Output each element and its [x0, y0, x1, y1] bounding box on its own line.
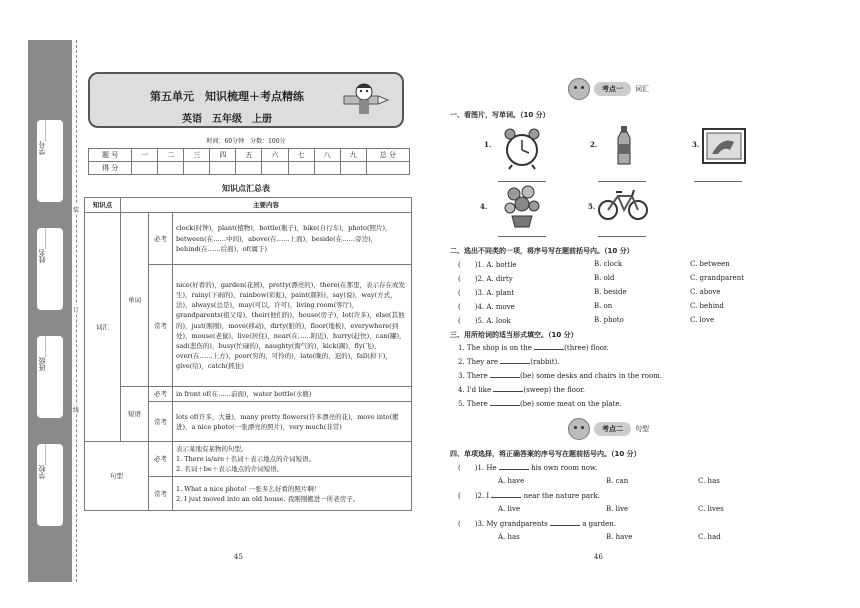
fill-blank[interactable]	[499, 469, 529, 470]
phrase-label: 短语	[121, 387, 149, 442]
class-field[interactable]: 班级______	[37, 336, 63, 418]
sentence-must-line: 表示某地有某物的句型。	[176, 445, 248, 454]
school-field[interactable]: 学校______	[37, 444, 63, 526]
words-common: nice(好看的)，garden(花园)，pretty(漂亮的)，there(在那里，表示存在或发生)，rainy(下雨的)，rainbow(彩虹)，paint(颜料)，say(说)，way(方式，法)，always(总是)，may(可以，许可)，living room(客厅)，grandparents(祖父母)，their(他们的)，house(房子)，lot(许多)，else(其他的)，just(刚刚)，move(移动)，dirty(脏的)，floor(地板)，everywhere(到处)，mouse(老鼠)，live(居住)，near(在……附近)，hurry(赶快)，can(罐)，sad(悲伤的)，busy(忙碌的)，naughty(淘气的)，kick(踢)，fly(飞)，over(在……上方)，poor(穷的，可怜的)，late(晚的，迟的)，fall(掉下)，give(给)，catch(抓住)	[173, 265, 412, 387]
badge-pill: 考点一	[594, 82, 631, 96]
picture-number: 4.	[480, 202, 488, 211]
must-label: 必考	[149, 442, 173, 477]
page-number: 46	[594, 553, 603, 561]
bottle-icon	[614, 126, 634, 166]
col-header: 主要内容	[121, 198, 412, 213]
plant-icon	[502, 184, 542, 228]
picture-number: 1.	[484, 140, 492, 149]
picture-number: 2.	[590, 140, 598, 149]
fill-blank[interactable]	[550, 525, 580, 526]
sentence-must	[173, 442, 412, 477]
photo-icon	[702, 128, 746, 164]
fill-blank[interactable]	[491, 497, 521, 498]
unit-header	[88, 72, 404, 128]
score-cell[interactable]	[210, 162, 236, 175]
common-label: 常考	[149, 402, 173, 442]
subject-line: 英语 五年级 上册	[182, 114, 272, 125]
answer-line[interactable]	[498, 236, 546, 237]
clock-icon	[502, 126, 542, 170]
vocab-category: 词汇	[85, 213, 121, 442]
smiley-face-icon	[568, 78, 590, 100]
score-cell[interactable]	[366, 162, 409, 175]
cut-mark: 装	[73, 207, 80, 214]
section-4-title: 四、单项选择，将正确答案的序号写在题前括号内。（10 分）	[450, 450, 641, 458]
must-label: 必考	[149, 387, 173, 402]
phrases-must: in front of(在……前面)，water bottle(水瓶)	[173, 387, 412, 402]
fill-blank[interactable]	[493, 391, 523, 392]
student-id-field[interactable]: 学号______	[37, 120, 63, 202]
score-header: 六	[262, 149, 288, 162]
score-header: 七	[288, 149, 314, 162]
answer-line[interactable]	[694, 181, 742, 182]
summary-title: 知识点汇总表	[222, 184, 270, 193]
sentence-category: 句型	[85, 442, 149, 511]
exam-meta: 时间：60分钟 分数：100分	[206, 138, 286, 145]
page-number: 45	[234, 553, 243, 561]
score-header: 一	[132, 149, 158, 162]
score-header: 九	[340, 149, 366, 162]
badge-label: 句型	[635, 425, 649, 433]
bike-icon	[598, 186, 648, 222]
cut-mark: 订	[73, 307, 80, 314]
picture-number: 3.	[692, 140, 700, 149]
sentence-must-line: 1. There is/are＋名词＋表示地点的介词短语。	[176, 455, 316, 464]
score-table	[88, 148, 410, 175]
badge-pill: 考点二	[594, 422, 631, 436]
common-label: 常考	[149, 265, 173, 387]
sentence-common-line: 2. I just moved into an old house. 我刚刚搬进一所老房子。	[176, 494, 360, 503]
sentence-common-line: 1. What a nice photo! 一张多么好看的照片啊！	[176, 484, 321, 493]
score-cell[interactable]	[184, 162, 210, 175]
cut-mark: 线	[73, 407, 80, 414]
score-row-label: 得 分	[89, 162, 132, 175]
common-label: 常考	[149, 477, 173, 511]
score-header: 总 分	[366, 149, 409, 162]
section-1-title: 一、看图片，写单词。（10 分）	[450, 111, 550, 119]
score-header: 五	[236, 149, 262, 162]
score-header: 题 号	[89, 149, 132, 162]
score-header: 二	[158, 149, 184, 162]
must-label: 必考	[149, 213, 173, 265]
sentence-common	[173, 477, 412, 511]
score-cell[interactable]	[340, 162, 366, 175]
score-header: 四	[210, 149, 236, 162]
section-badge-vocab	[568, 78, 649, 100]
col-header: 知识点	[85, 198, 121, 213]
fill-blank[interactable]	[534, 349, 564, 350]
picture-number: 5.	[588, 202, 596, 211]
words-must: clock(时钟)，plant(植物)，bottle(瓶子)，bike(自行车)，photo(照片)，between(在……中间)，above(在……上面)，beside(在……旁边)，behind(在……后面)，of(属于)	[173, 213, 412, 265]
section-badge-sentence	[568, 418, 649, 440]
section-2-title: 二、选出不同类的一项，将序号写在题前括号内。（10 分）	[450, 247, 634, 255]
answer-line[interactable]	[498, 181, 546, 182]
score-cell[interactable]	[314, 162, 340, 175]
smiley-face-icon	[568, 418, 590, 440]
name-field[interactable]: 姓名______	[37, 228, 63, 310]
fill-blank[interactable]	[490, 405, 520, 406]
knowledge-summary-table	[84, 197, 412, 511]
pencil-mascot-icon	[342, 80, 394, 122]
sentence-must-line: 2. 名词＋be＋表示地点的介词短语。	[176, 465, 284, 474]
score-header: 三	[184, 149, 210, 162]
fill-blank[interactable]	[500, 363, 530, 364]
binding-strip	[28, 40, 72, 582]
score-cell[interactable]	[132, 162, 158, 175]
score-cell[interactable]	[288, 162, 314, 175]
unit-title: 第五单元 知识梳理＋考点精练	[150, 90, 304, 103]
score-cell[interactable]	[236, 162, 262, 175]
fill-blank[interactable]	[490, 377, 520, 378]
score-cell[interactable]	[158, 162, 184, 175]
score-cell[interactable]	[262, 162, 288, 175]
score-header: 八	[314, 149, 340, 162]
answer-line[interactable]	[598, 181, 646, 182]
word-label: 单词	[121, 213, 149, 387]
section-3-title: 三、用所给词的适当形式填空。（10 分）	[450, 331, 578, 339]
phrases-common: lots of(许多，大量)，many pretty flowers(许多漂亮的花)，move into(搬进)，a nice photo(一张漂亮的照片)，very much(非常)	[173, 402, 412, 442]
badge-label: 词汇	[635, 85, 649, 93]
answer-line[interactable]	[598, 236, 646, 237]
